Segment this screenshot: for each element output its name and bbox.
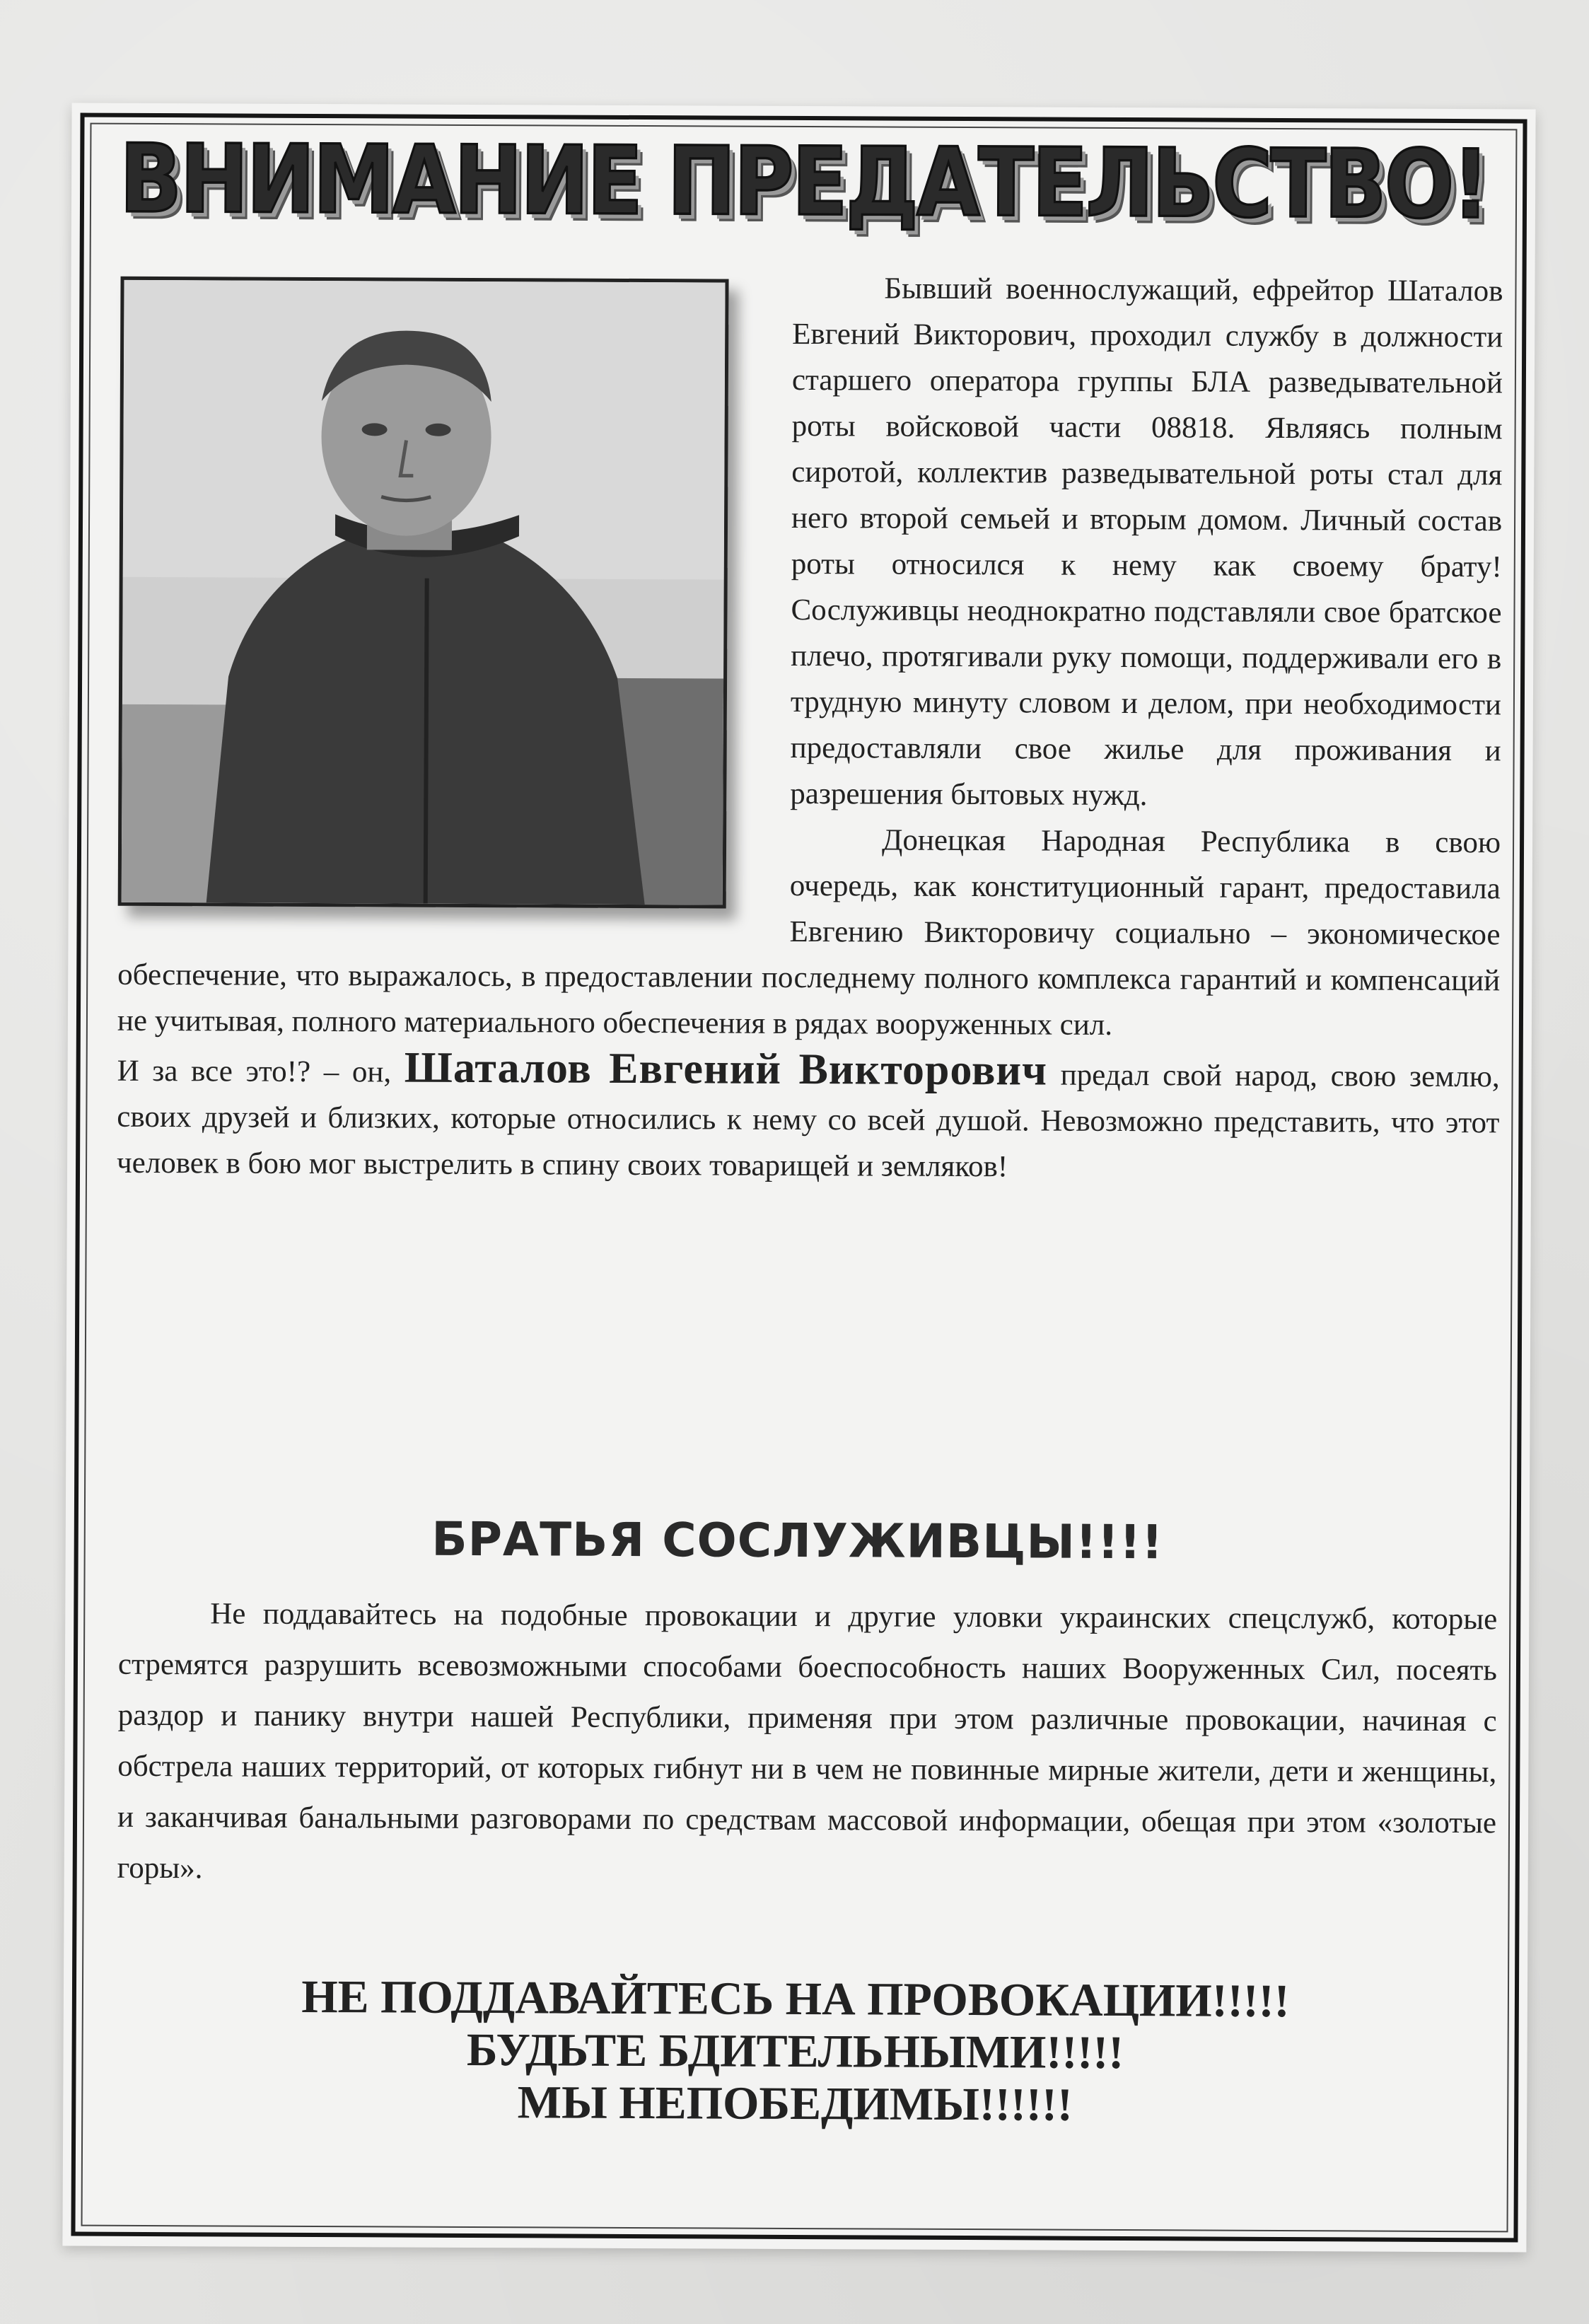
portrait-photo [122,280,726,905]
poster-sheet [62,103,1535,2252]
intro-paragraph-3-start: И за все это!? – он, [117,1054,392,1089]
intro-paragraph-1 [118,262,1503,820]
slogans [63,1970,1527,2133]
warning-paragraph: Не поддавайтесь на подобные провокации и другие уловки украинских спецслужб, которые стремятся разрушить всевозможными способами боеспособность наших Вооруженных Сил, посеять раздор и панику внутри нашей Республики, применяя при этом различные провокации, начиная с обстрела наших территорий, от которых гибнут ни в чем не повинные мирные жители, дети и женщины, и заканчивая банальными разговорами по средствам массовой информации, обещая при этом «золотые горы». [117,1597,1498,1886]
warning-text [117,1588,1498,1900]
intro-paragraph-1-text: Бывший военнослужащий, ефрейтор Шаталов Евгений Викторович, проходил службу в должности старшего оператора группы БЛА разведывательной роты войсковой части 08818. Являясь полным сиротой, коллектив разведывательной роты стал для него второй семьей и вторым домом. Личный состав роты относился к нему как своему брату! Сослуживцы неоднократно подставляли свое братское плечо, протягивали руку помощи, поддерживали его в трудную минуту словом и делом, при необходимости предоставляли свое жилье для проживания и разрешения бытовых нужд. [790,272,1503,813]
intro-paragraph-2: Донецкая Народная Республика в свою очередь, как конституционный гарант, предоставила Евгению Викторовичу социально – экономическое обеспечение, что выражалось, в предоставлении последнему полного комплекса гарантий и компенсаций не учитывая, полного материального обеспечения в рядах вооруженных сил. [117,823,1501,1042]
intro-text [117,262,1503,1192]
poster-headline: ВНИМАНИЕ ПРЕДАТЕЛЬСТВО! [119,124,1488,240]
slogan-line-1: НЕ ПОДДАВАЙТЕСЬ НА ПРОВОКАЦИИ!!!!! [301,1970,1290,2028]
slogan-line-3: МЫ НЕПОБЕДИМЫ!!!!!! [517,2076,1073,2131]
traitor-name: Шаталов Евгений Викторович [404,1043,1048,1095]
intro-paragraph-3 [117,1044,1500,1192]
photo-wrap [118,277,729,909]
brothers-heading: БРАТЬЯ СОСЛУЖИВЦЫ!!!! [431,1511,1164,1570]
slogan-line-2: БУДЬТЕ БДИТЕЛЬНЫМИ!!!!! [466,2023,1124,2079]
intro-paragraph-3-end: предал свой народ, свою землю, своих друзей и близких, которые относились к нему со всей душой. Невозможно представить, что этот человек в бою мог выстрелить в спину своих товарищей и земляков! [116,1058,1500,1184]
